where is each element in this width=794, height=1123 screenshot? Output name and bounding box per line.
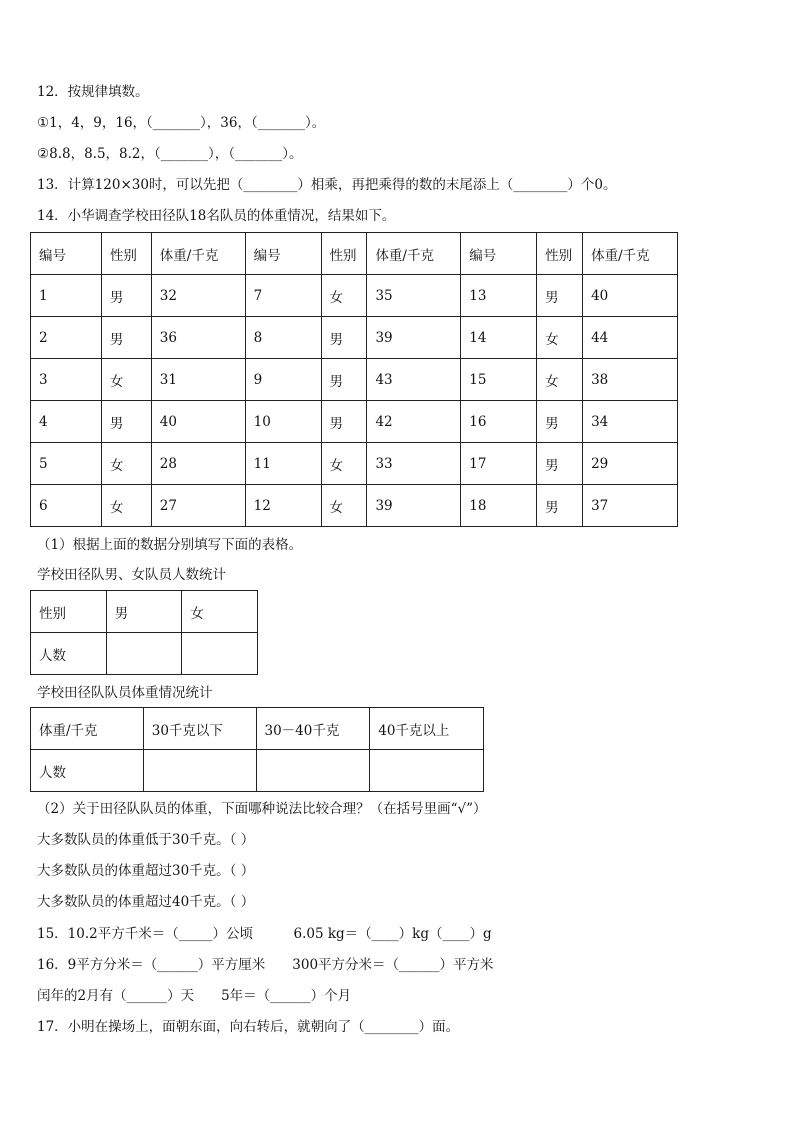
table-cell: 5 bbox=[31, 443, 102, 485]
q14-intro: 14．小华调查学校田径队18名队员的体重情况，结果如下。 bbox=[37, 208, 396, 224]
row-label-cell: 人数 bbox=[31, 750, 144, 792]
header-cell: 30千克以下 bbox=[143, 708, 256, 750]
header-cell: 编号 bbox=[461, 233, 537, 275]
table-cell: 女 bbox=[321, 275, 367, 317]
table-cell: 2 bbox=[31, 317, 102, 359]
table-cell: 40 bbox=[583, 275, 678, 317]
table-cell: 男 bbox=[321, 401, 367, 443]
table-cell: 12 bbox=[245, 485, 321, 527]
table-cell: 女 bbox=[101, 359, 151, 401]
q14-part1: （1）根据上面的数据分别填写下面的表格。 bbox=[37, 537, 303, 553]
table-cell: 37 bbox=[583, 485, 678, 527]
header-cell: 体重/千克 bbox=[31, 708, 144, 750]
table-cell: 44 bbox=[583, 317, 678, 359]
q14-option-2: 大多数队员的体重超过30千克。（ ） bbox=[37, 863, 255, 879]
header-cell: 编号 bbox=[245, 233, 321, 275]
table-cell: 女 bbox=[321, 485, 367, 527]
header-cell: 体重/千克 bbox=[367, 233, 461, 275]
table-header-row bbox=[31, 591, 258, 633]
table-cell: 32 bbox=[151, 275, 245, 317]
table-row bbox=[31, 317, 678, 359]
table-cell: 16 bbox=[461, 401, 537, 443]
table-row bbox=[31, 485, 678, 527]
q14-part2: （2）关于田径队队员的体重，下面哪种说法比较合理？（在括号里画“√”） bbox=[37, 801, 487, 817]
table-row bbox=[31, 633, 258, 675]
table-cell: 7 bbox=[245, 275, 321, 317]
answer-cell-over-40[interactable] bbox=[370, 750, 484, 792]
weight-data-table bbox=[30, 232, 678, 527]
table-cell: 17 bbox=[461, 443, 537, 485]
table-cell: 男 bbox=[537, 401, 583, 443]
answer-cell-30-40[interactable] bbox=[256, 750, 370, 792]
header-cell: 性别 bbox=[321, 233, 367, 275]
table-cell: 27 bbox=[151, 485, 245, 527]
header-cell: 性别 bbox=[101, 233, 151, 275]
table-cell: 39 bbox=[367, 485, 461, 527]
answer-cell-female[interactable] bbox=[182, 633, 258, 675]
table-cell: 男 bbox=[537, 443, 583, 485]
table-cell: 39 bbox=[367, 317, 461, 359]
table-cell: 女 bbox=[101, 443, 151, 485]
q12-sub1: ①1，4，9，16，（_______），36，（_______）。 bbox=[37, 115, 326, 131]
table-cell: 3 bbox=[31, 359, 102, 401]
table-cell: 40 bbox=[151, 401, 245, 443]
table-cell: 15 bbox=[461, 359, 537, 401]
table-cell: 男 bbox=[537, 485, 583, 527]
table-cell: 9 bbox=[245, 359, 321, 401]
table-cell: 男 bbox=[321, 317, 367, 359]
header-cell: 性别 bbox=[31, 591, 107, 633]
header-cell: 体重/千克 bbox=[583, 233, 678, 275]
table-cell: 男 bbox=[101, 401, 151, 443]
header-cell: 30－40千克 bbox=[256, 708, 370, 750]
table-cell: 13 bbox=[461, 275, 537, 317]
table-cell: 男 bbox=[321, 359, 367, 401]
table-cell: 43 bbox=[367, 359, 461, 401]
header-cell: 女 bbox=[182, 591, 258, 633]
answer-cell-male[interactable] bbox=[106, 633, 182, 675]
q14-option-1: 大多数队员的体重低于30千克。（ ） bbox=[37, 832, 255, 848]
table-cell: 29 bbox=[583, 443, 678, 485]
table-cell: 18 bbox=[461, 485, 537, 527]
weight-table-caption: 学校田径队队员体重情况统计 bbox=[37, 685, 213, 701]
table-row bbox=[31, 359, 678, 401]
q13-text: 13．计算120×30时，可以先把（________）相乘，再把乘得的数的末尾添上（________）个0。 bbox=[37, 177, 617, 193]
table-cell: 女 bbox=[321, 443, 367, 485]
weight-count-table bbox=[30, 707, 484, 792]
q12-sub2: ②8.8，8.5，8.2，（_______），（_______）。 bbox=[37, 146, 303, 162]
table-cell: 4 bbox=[31, 401, 102, 443]
table-cell: 男 bbox=[101, 275, 151, 317]
table-cell: 28 bbox=[151, 443, 245, 485]
table-row bbox=[31, 401, 678, 443]
row-label-cell: 人数 bbox=[31, 633, 107, 675]
table-cell: 38 bbox=[583, 359, 678, 401]
table-cell: 10 bbox=[245, 401, 321, 443]
table-cell: 女 bbox=[537, 359, 583, 401]
table-cell: 36 bbox=[151, 317, 245, 359]
table-header-row bbox=[31, 233, 678, 275]
q16-line1: 16．9平方分米＝（______）平方厘米 300平方分米＝（______）平方米 bbox=[37, 957, 494, 973]
header-cell: 男 bbox=[106, 591, 182, 633]
table-cell: 34 bbox=[583, 401, 678, 443]
table-cell: 35 bbox=[367, 275, 461, 317]
q16-line2: 闰年的2月有（______）天 5年＝（______）个月 bbox=[37, 988, 352, 1004]
table-cell: 男 bbox=[537, 275, 583, 317]
table-cell: 6 bbox=[31, 485, 102, 527]
q15-text: 15．10.2平方千米＝（_____）公顷 6.05 kg＝（____）kg（____）g bbox=[37, 926, 492, 942]
header-cell: 性别 bbox=[537, 233, 583, 275]
gender-table-caption: 学校田径队男、女队员人数统计 bbox=[37, 567, 226, 583]
table-cell: 8 bbox=[245, 317, 321, 359]
table-cell: 男 bbox=[101, 317, 151, 359]
table-cell: 33 bbox=[367, 443, 461, 485]
table-header-row bbox=[31, 708, 484, 750]
q17-text: 17．小明在操场上，面朝东面，向右转后，就朝向了（________）面。 bbox=[37, 1019, 460, 1035]
table-cell: 42 bbox=[367, 401, 461, 443]
table-cell: 11 bbox=[245, 443, 321, 485]
table-cell: 14 bbox=[461, 317, 537, 359]
header-cell: 体重/千克 bbox=[151, 233, 245, 275]
q14-option-3: 大多数队员的体重超过40千克。（ ） bbox=[37, 894, 255, 910]
table-cell: 女 bbox=[101, 485, 151, 527]
gender-count-table bbox=[30, 590, 258, 675]
table-cell: 31 bbox=[151, 359, 245, 401]
table-row bbox=[31, 275, 678, 317]
table-row bbox=[31, 750, 484, 792]
answer-cell-under-30[interactable] bbox=[143, 750, 256, 792]
header-cell: 编号 bbox=[31, 233, 102, 275]
table-row bbox=[31, 443, 678, 485]
header-cell: 40千克以上 bbox=[370, 708, 484, 750]
table-cell: 1 bbox=[31, 275, 102, 317]
table-cell: 女 bbox=[537, 317, 583, 359]
q12-title: 12．按规律填数。 bbox=[37, 84, 149, 100]
